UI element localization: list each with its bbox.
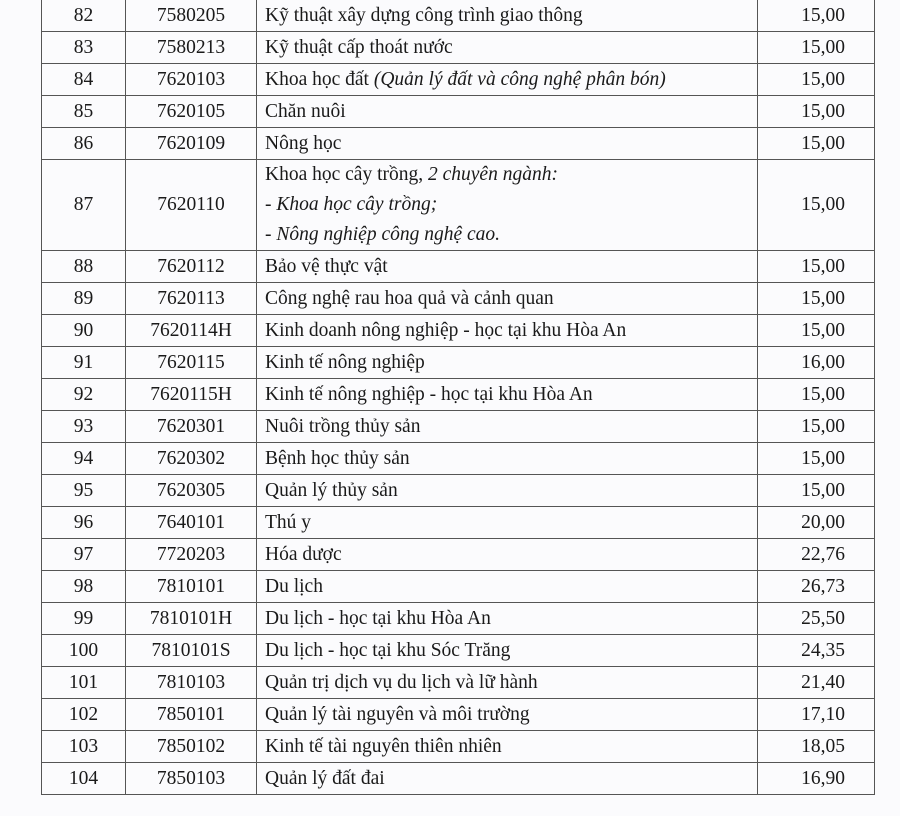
major-code: 7850102 (126, 731, 257, 763)
major-code: 7620115H (126, 379, 257, 411)
major-name (257, 667, 758, 699)
major-name-text: Du lịch (265, 575, 323, 597)
specialization: - Nông nghiệp công nghệ cao. (265, 224, 501, 245)
row-number: 86 (42, 128, 126, 160)
table-row (42, 699, 875, 731)
major-name-text: Nuôi trồng thủy sản (265, 415, 421, 437)
major-code: 7620301 (126, 411, 257, 443)
admission-score: 15,00 (758, 0, 875, 32)
row-number: 88 (42, 251, 126, 283)
major-name-text: Nông học (265, 132, 342, 154)
major-name (257, 32, 758, 64)
table-row (42, 379, 875, 411)
major-name-text: Du lịch - học tại khu Hòa An (265, 607, 491, 629)
table-row (42, 763, 875, 795)
row-number: 97 (42, 539, 126, 571)
table-row (42, 128, 875, 160)
row-number: 87 (42, 160, 126, 251)
major-name (257, 507, 758, 539)
row-number: 92 (42, 379, 126, 411)
admission-score: 17,10 (758, 699, 875, 731)
major-name (257, 571, 758, 603)
major-code: 7620109 (126, 128, 257, 160)
major-name-text: Quản trị dịch vụ du lịch và lữ hành (265, 671, 538, 693)
table-row (42, 507, 875, 539)
table-row (42, 731, 875, 763)
table-row (42, 251, 875, 283)
row-number: 104 (42, 763, 126, 795)
admission-score: 21,40 (758, 667, 875, 699)
major-code: 7620105 (126, 96, 257, 128)
major-name (257, 699, 758, 731)
major-name-text: Khoa học cây trồng, (265, 164, 424, 185)
row-number: 101 (42, 667, 126, 699)
row-number: 89 (42, 283, 126, 315)
major-name (257, 635, 758, 667)
admission-score: 15,00 (758, 283, 875, 315)
table-row (42, 635, 875, 667)
major-name-text: Hóa dược (265, 543, 342, 565)
specialization: - Khoa học cây trồng; (265, 194, 438, 215)
row-number: 102 (42, 699, 126, 731)
table-row (42, 315, 875, 347)
major-name (257, 347, 758, 379)
major-code: 7620113 (126, 283, 257, 315)
admission-score: 15,00 (758, 160, 875, 251)
admission-score: 22,76 (758, 539, 875, 571)
row-number: 83 (42, 32, 126, 64)
major-name-text: Bệnh học thủy sản (265, 447, 410, 469)
major-code: 7850101 (126, 699, 257, 731)
major-name-text: Thú y (265, 511, 312, 533)
row-number: 90 (42, 315, 126, 347)
major-name (257, 160, 758, 251)
major-code: 7620302 (126, 443, 257, 475)
table-row (42, 347, 875, 379)
major-code: 7620103 (126, 64, 257, 96)
row-number: 85 (42, 96, 126, 128)
major-code: 7720203 (126, 539, 257, 571)
admission-score: 26,73 (758, 571, 875, 603)
admission-score: 15,00 (758, 251, 875, 283)
major-name (257, 411, 758, 443)
major-name (257, 64, 758, 96)
row-number: 96 (42, 507, 126, 539)
table-row (42, 411, 875, 443)
major-name-text: Kỹ thuật cấp thoát nước (265, 36, 453, 58)
major-name (257, 96, 758, 128)
major-name-text: Bảo vệ thực vật (265, 255, 388, 277)
major-name-text: Quản lý thủy sản (265, 479, 398, 501)
major-code: 7620112 (126, 251, 257, 283)
major-name (257, 379, 758, 411)
row-number: 84 (42, 64, 126, 96)
table-row (42, 96, 875, 128)
admission-score: 16,90 (758, 763, 875, 795)
major-name-text: Kinh tế nông nghiệp - học tại khu Hòa An (265, 383, 593, 405)
major-name (257, 475, 758, 507)
table-row (42, 667, 875, 699)
table-row (42, 603, 875, 635)
row-number: 95 (42, 475, 126, 507)
row-number: 82 (42, 0, 126, 32)
table-row (42, 64, 875, 96)
admission-score: 25,50 (758, 603, 875, 635)
major-code: 7620305 (126, 475, 257, 507)
row-number: 103 (42, 731, 126, 763)
major-code: 7810101 (126, 571, 257, 603)
row-number: 91 (42, 347, 126, 379)
major-name-text: Chăn nuôi (265, 100, 346, 122)
major-code: 7620115 (126, 347, 257, 379)
major-name-text: Kinh doanh nông nghiệp - học tại khu Hòa An (265, 319, 627, 341)
admission-score: 24,35 (758, 635, 875, 667)
row-number: 100 (42, 635, 126, 667)
admission-score: 20,00 (758, 507, 875, 539)
table-row (42, 0, 875, 32)
major-name (257, 763, 758, 795)
major-name (257, 251, 758, 283)
major-code: 7640101 (126, 507, 257, 539)
major-name (257, 128, 758, 160)
major-name-text: Quản lý đất đai (265, 767, 385, 789)
admission-score: 15,00 (758, 64, 875, 96)
major-name (257, 539, 758, 571)
major-code: 7620110 (126, 160, 257, 251)
admission-score: 16,00 (758, 347, 875, 379)
admission-score: 15,00 (758, 379, 875, 411)
row-number: 94 (42, 443, 126, 475)
admission-score: 15,00 (758, 443, 875, 475)
major-name (257, 315, 758, 347)
major-code: 7580213 (126, 32, 257, 64)
major-name (257, 443, 758, 475)
major-name-text: Khoa học đất (265, 68, 369, 90)
table-row (42, 539, 875, 571)
table-row (42, 283, 875, 315)
major-name-text: Quản lý tài nguyên và môi trường (265, 703, 530, 725)
admission-score: 15,00 (758, 32, 875, 64)
row-number: 99 (42, 603, 126, 635)
admission-score: 15,00 (758, 96, 875, 128)
table-row (42, 475, 875, 507)
admission-score: 15,00 (758, 315, 875, 347)
table-row (42, 32, 875, 64)
admission-scores-table (41, 0, 875, 795)
major-code: 7850103 (126, 763, 257, 795)
red-stamp-fragment (874, 569, 900, 700)
major-name-text: Kinh tế nông nghiệp (265, 351, 425, 373)
major-name (257, 0, 758, 32)
row-number: 98 (42, 571, 126, 603)
major-name-text: Kinh tế tài nguyên thiên nhiên (265, 735, 502, 757)
major-code: 7580205 (126, 0, 257, 32)
major-name-text: Du lịch - học tại khu Sóc Trăng (265, 639, 511, 661)
major-code: 7620114H (126, 315, 257, 347)
major-name (257, 731, 758, 763)
major-name (257, 283, 758, 315)
major-name-text: Kỹ thuật xây dựng công trình giao thông (265, 4, 583, 26)
table-row (42, 443, 875, 475)
major-name-note: 2 chuyên ngành: (428, 164, 558, 185)
table-row (42, 571, 875, 603)
major-name (257, 603, 758, 635)
admission-score: 18,05 (758, 731, 875, 763)
major-name-text: Công nghệ rau hoa quả và cảnh quan (265, 287, 554, 309)
major-code: 7810101H (126, 603, 257, 635)
row-number: 93 (42, 411, 126, 443)
major-code: 7810103 (126, 667, 257, 699)
admission-score: 15,00 (758, 411, 875, 443)
admission-score: 15,00 (758, 128, 875, 160)
major-name-note: (Quản lý đất và công nghệ phân bón) (373, 68, 666, 90)
table-row (42, 160, 875, 251)
admission-score: 15,00 (758, 475, 875, 507)
major-code: 7810101S (126, 635, 257, 667)
